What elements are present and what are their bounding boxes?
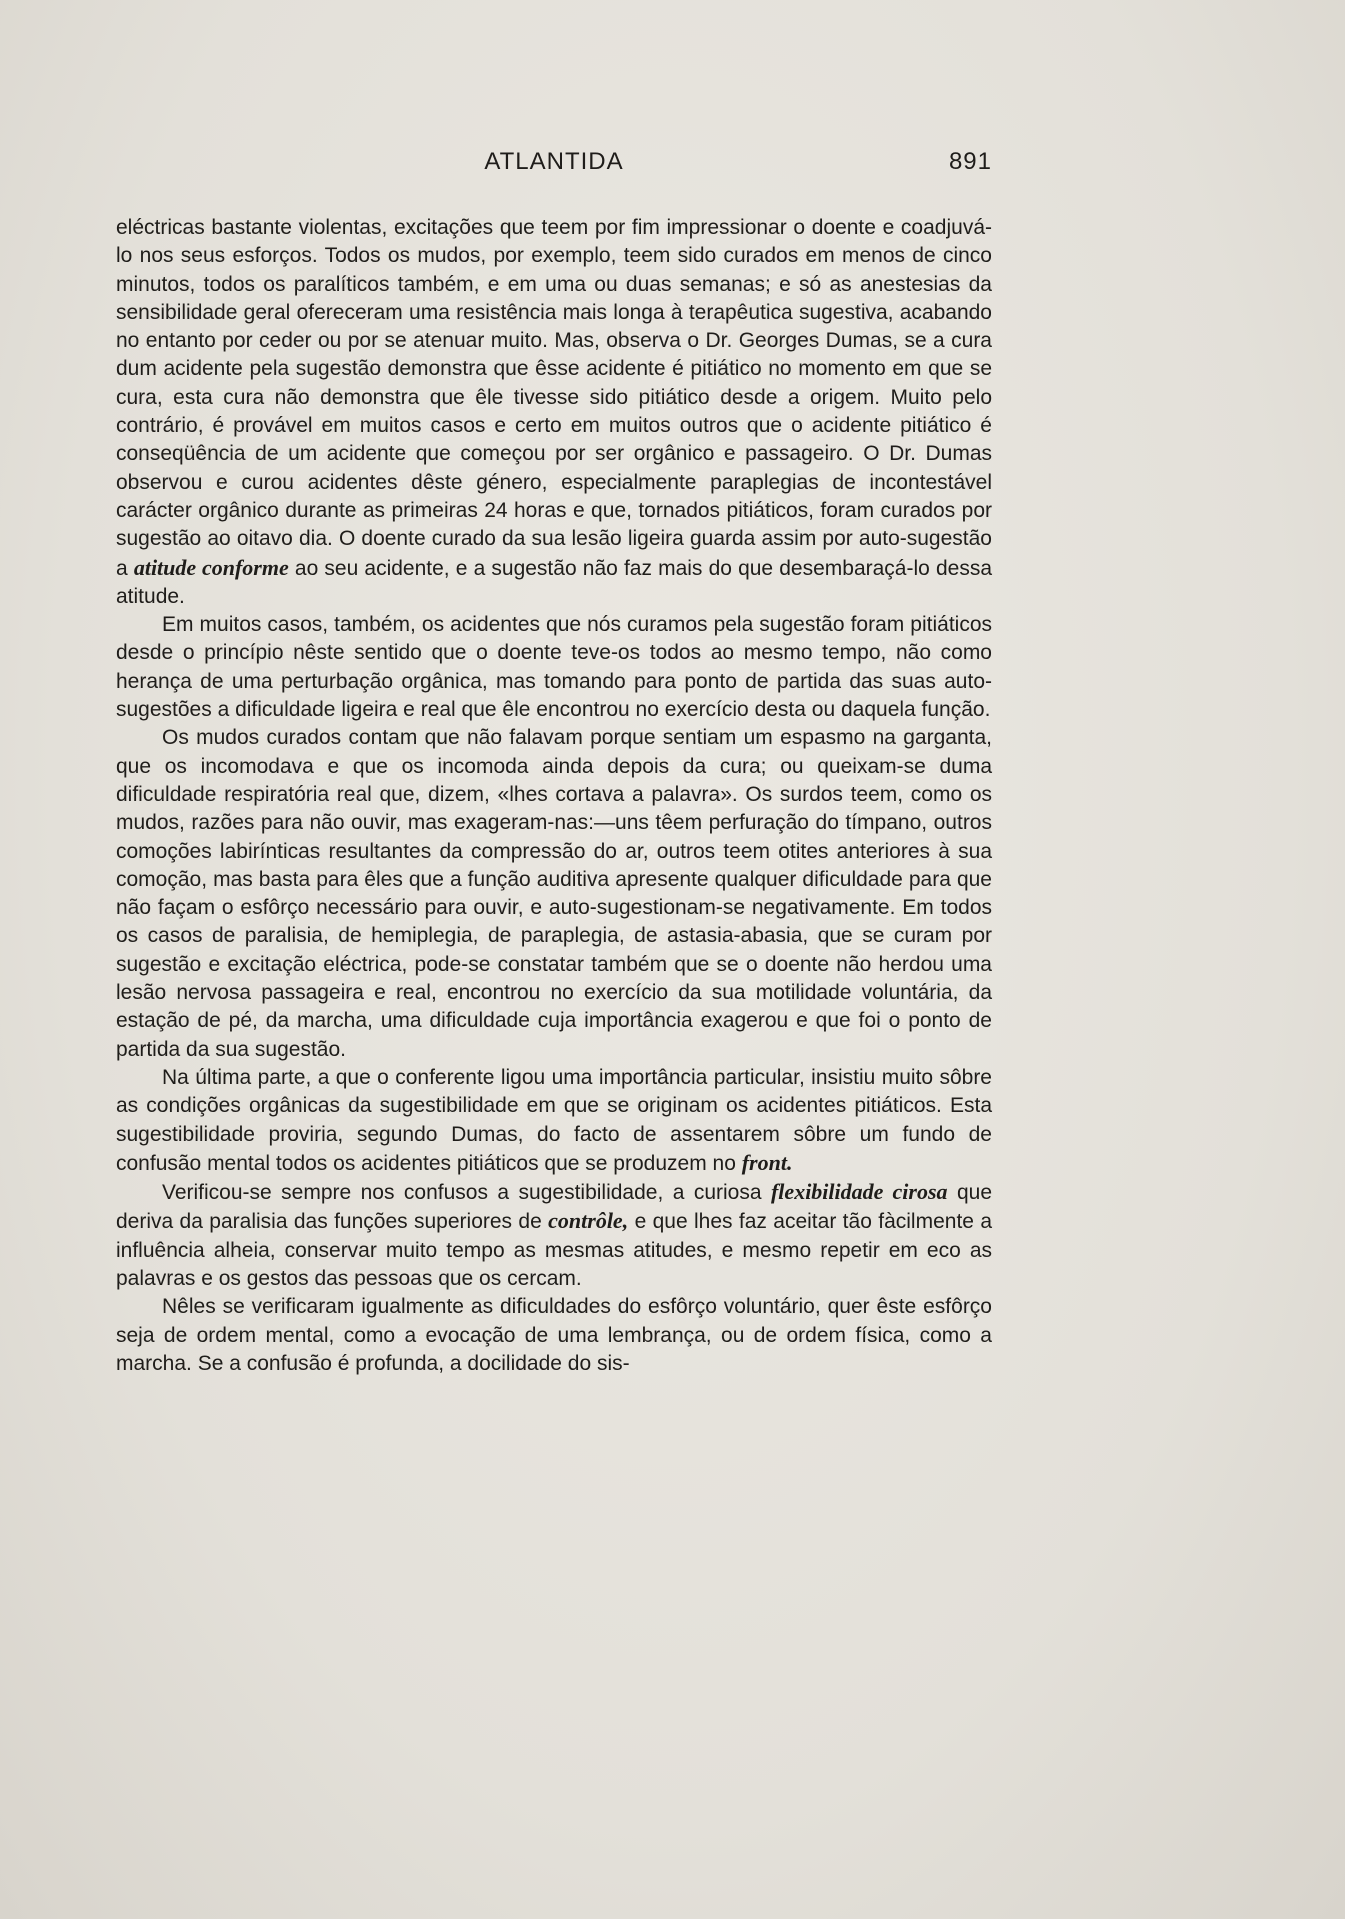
text-run: que deriva da paralisia das funções superiores de [116,1181,992,1234]
text-run: e que lhes faz aceitar tão fàcilmente a influência alheia, conservar muito tempo as mesmas atitudes, e mesmo repetir em eco as palavras e os gestos das pessoas que os cercam. [116,1210,992,1290]
italic-term: atitude conforme [133,554,289,580]
text-run: eléctricas bastante violentas, excitações que teem por fim impressionar o doente e coadjuvá-lo nos seus esforços. Todos os mudos, por exemplo, teem sido curados em menos de cinco minutos, todos os paralíticos também, e em uma ou duas semanas; e só as anestesias da sensibilidade geral ofereceram uma resistência mais longa à terapêutica sugestiva, acabando no entanto por ceder ou por se atenuar muito. Mas, observa o Dr. Georges Dumas, se a cura dum acidente pela sugestão demonstra que êsse acidente é pitiático no momento em que se cura, esta cura não demonstra que êle tivesse sido pitiático desde a origem. Muito pelo contrário, é provável em muitos casos e certo em muitos outros que o acidente pitiático é conseqüência de um acidente que começou por ser orgânico e passageiro. O Dr. Dumas observou e curou acidentes dêste género, especialmente paraplegias de incontestável carácter orgânico durante as primeiras 24 horas e que, tornados pitiáticos, foram curados por sugestão ao oitavo dia. O doente curado da sua lesão ligeira guarda assim por auto-sugestão a [116,216,992,580]
italic-term: flexibilidade cirosa [770,1179,948,1205]
paragraph-2 [116,611,992,724]
paragraph-5 [116,1178,992,1293]
text-run: Verificou-se sempre nos confusos a sugestibilidade, a curiosa [162,1181,771,1205]
italic-term: front. [741,1149,793,1175]
paragraph-1 [116,214,992,611]
paragraph-4 [116,1064,992,1178]
italic-term: contrôle, [548,1208,629,1234]
page-header [116,148,992,184]
paragraph-3 [116,724,992,1064]
text-run: Nêles se verificaram igualmente as dificuldades do esfôrço voluntário, quer êste esfôrço seja de ordem mental, como a evocação de uma lembrança, ou de ordem física, como a marcha. Se a confusão é profunda, a docilidade do sis- [116,1295,992,1375]
text-run: Em muitos casos, também, os acidentes que nós curamos pela sugestão foram pitiáticos desde o princípio nêste sentido que o doente teve-os todos ao mesmo tempo, não como herança de uma perturbação orgânica, mas tomando para ponto de partida das suas auto-sugestões a dificuldade ligeira e real que êle encontrou no exercício desta ou daquela função. [116,613,992,722]
paragraph-6 [116,1293,992,1378]
text-run: ao seu acidente, e a sugestão não faz mais do que desembaraçá-lo dessa atitude. [116,556,993,608]
body-text [116,214,992,1378]
running-title: ATLANTIDA [484,148,624,175]
page-number: 891 [948,148,992,175]
text-run: Os mudos curados contam que não falavam porque sentiam um espasmo na garganta, que os incomodava e que os incomoda ainda depois da cura; ou queixam-se duma dificuldade respiratória real que, dizem, «lhes cortava a palavra». Os surdos teem, como os mudos, razões para não ouvir, mas exageram-nas:—uns têem perfuração do tímpano, outros comoções labirínticas resultantes da compressão do ar, outros teem otites anteriores à sua comoção, mas basta para êles que a função auditiva apresente qualquer dificuldade para que não façam o esfôrço necessário para ouvir, e auto-sugestionam-se negativamente. Em todos os casos de paralisia, de hemiplegia, de paraplegia, de astasia-abasia, que se curam por sugestão e excitação eléctrica, pode-se constatar também que se o doente não herdou uma lesão nervosa passageira e real, encontrou no exercício da sua motilidade voluntária, da estação de pé, da marcha, uma dificuldade cuja importância exagerou e que foi o ponto de partida da sua sugestão. [116,726,992,1061]
text-run: Na última parte, a que o conferente ligou uma importância particular, insistiu muito sôbre as condições orgânicas da sugestibilidade em que se originam os acidentes pitiáticos. Esta sugestibilidade proviria, segundo Dumas, do facto de assentarem sôbre um fundo de confusão mental todos os acidentes pitiáticos que se produzem no [116,1065,992,1175]
